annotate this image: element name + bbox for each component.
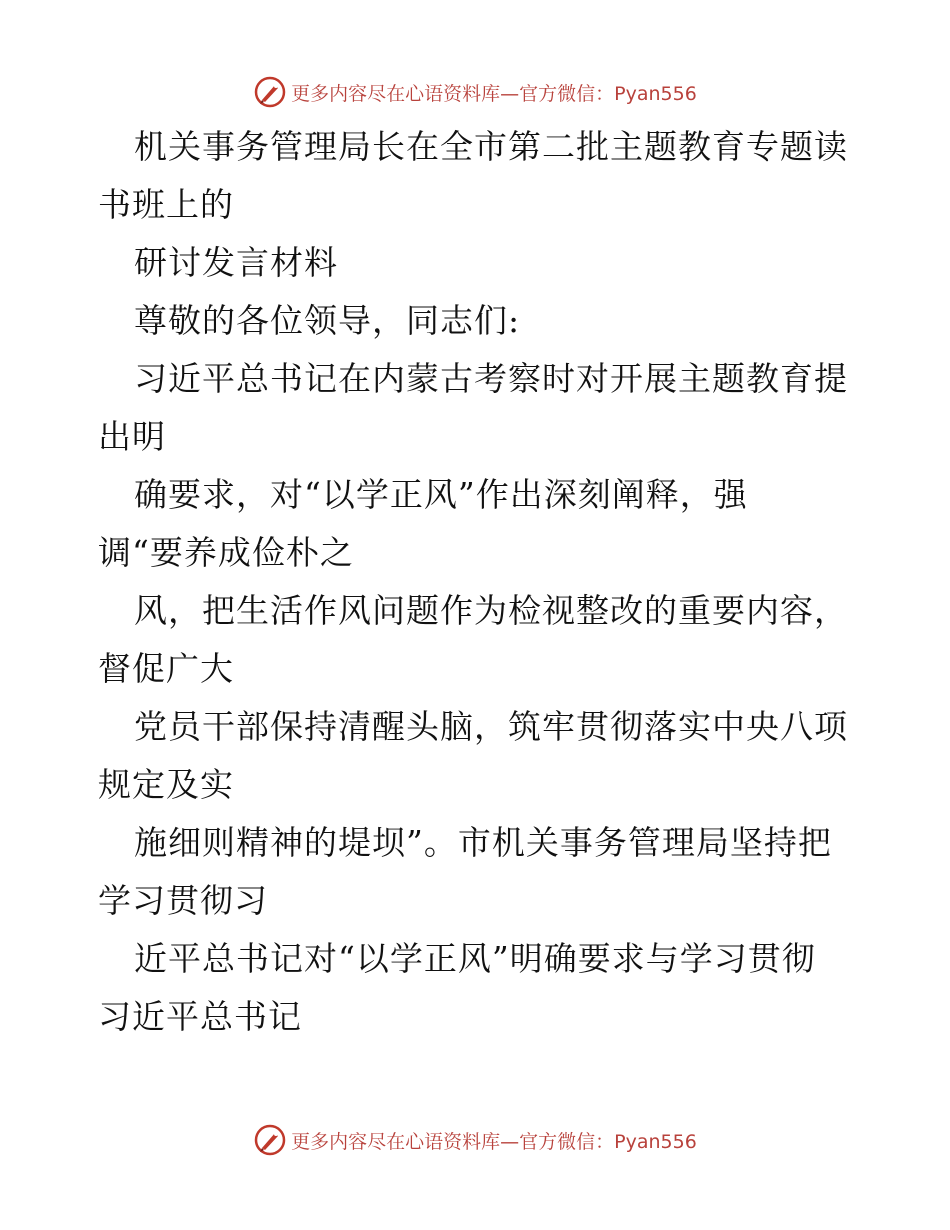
document-line: 风，把生活作风问题作为检视整改的重要内容，: [134, 591, 848, 630]
document-body: [98, 118, 858, 1046]
document-line: 党员干部保持清醒头脑，筑牢贯彻落实中央八项: [134, 707, 848, 746]
document-line: 督促广大: [98, 649, 234, 688]
document-line: 学习贯彻习: [98, 881, 268, 920]
document-line: 规定及实: [98, 765, 234, 804]
document-line: 机关事务管理局长在全市第二批主题教育专题读: [134, 127, 848, 166]
document-line: 施细则精神的堤坝”。市机关事务管理局坚持把: [134, 823, 832, 862]
document-line: 尊敬的各位领导，同志们:: [134, 301, 521, 340]
document-line: 确要求，对“以学正风”作出深刻阐释，强: [134, 475, 748, 514]
watermark-text: 更多内容尽在心语资料库—官方微信：Pyan556: [291, 1130, 697, 1153]
document-line: 近平总书记对“以学正风”明确要求与学习贯彻: [134, 939, 816, 978]
document-line: 调“要养成俭朴之: [98, 533, 354, 572]
footer-watermark: [0, 1120, 950, 1160]
pen-circle-logo-icon: [253, 75, 287, 109]
watermark-text: 更多内容尽在心语资料库—官方微信：Pyan556: [291, 82, 697, 105]
document-line: 习近平总书记在内蒙古考察时对开展主题教育提: [134, 359, 848, 398]
document-line: 书班上的: [98, 185, 234, 224]
document-line: 习近平总书记: [98, 997, 302, 1036]
pen-circle-logo-icon: [253, 1123, 287, 1157]
header-watermark: [0, 72, 950, 112]
document-line: 出明: [98, 417, 166, 456]
document-line: 研讨发言材料: [134, 243, 338, 282]
